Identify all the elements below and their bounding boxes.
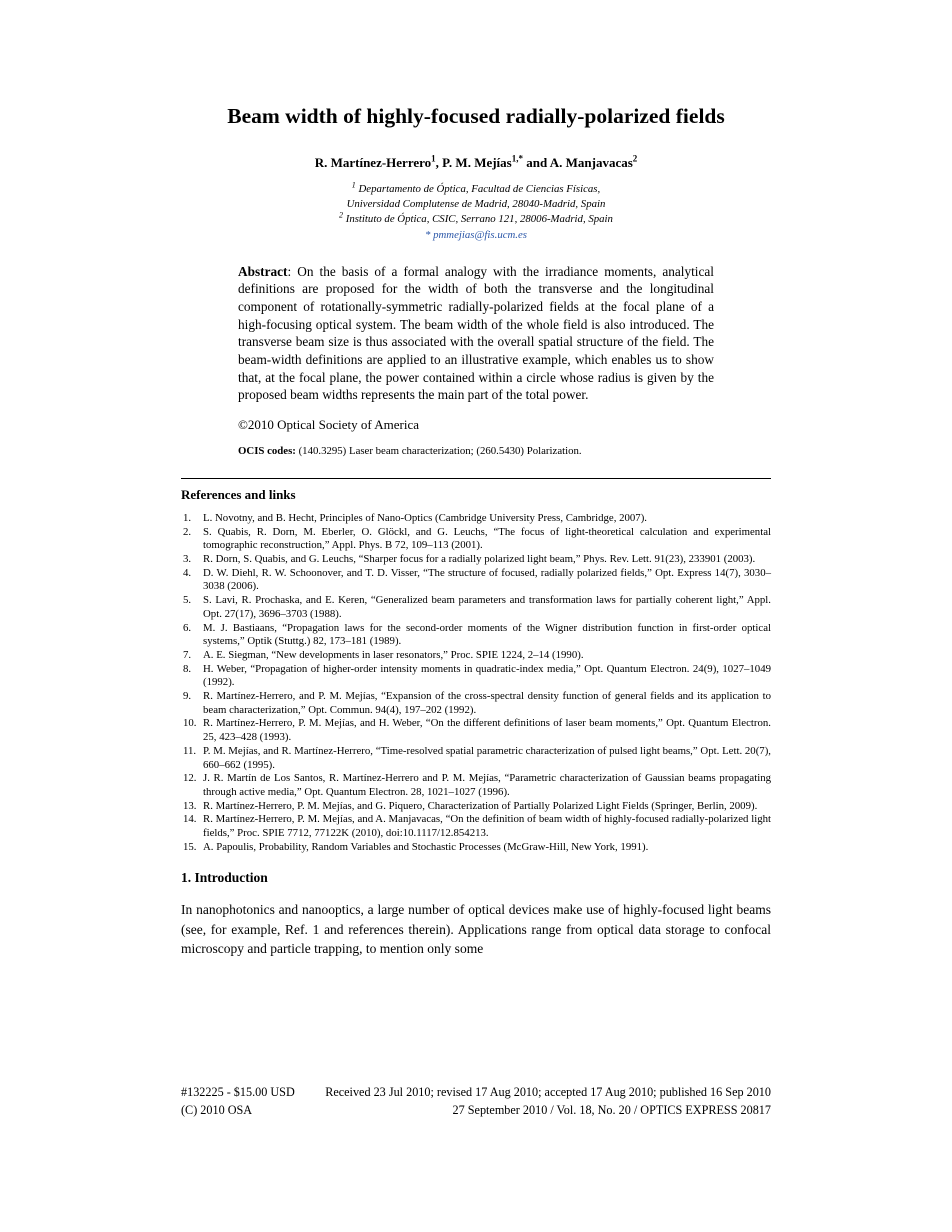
section-divider [181,478,771,479]
reference-number: 13. [183,799,197,812]
reference-text: S. Lavi, R. Prochaska, and E. Keren, “Generalized beam parameters and transformation laws for partially coherent light,” Appl. Opt. 27(17), 3696–3703 (1988). [203,594,771,620]
reference-number: 14. [183,813,197,826]
abstract-paragraph [238,263,714,404]
reference-item [181,800,771,814]
author-affiliation-mark: 2 [632,153,638,164]
reference-item [181,512,771,526]
reference-text: H. Weber, “Propagation of higher-order intensity moments in quadratic-index media,” Opt. Quantum Electron. 24(9), 1027–1049 (1992). [203,662,771,689]
reference-number: 5. [183,594,192,607]
footer-row-journal [181,1102,771,1120]
reference-text: R. Dorn, S. Quabis, and G. Leuchs, “Sharper focus for a radially polarized light beam,” Phys. Rev. Lett. 91(23), 233901 (2003). [203,552,756,565]
reference-text: J. R. Martín de Los Santos, R. Martínez-Herrero and P. M. Mejías, “Parametric characterization of Gaussian beams propagating through active media,” Opt. Quantum Electron. 28, 1021–1027 (1996). [203,772,771,798]
reference-number: 2. [183,525,192,538]
reference-item [181,553,771,567]
abstract-text: : On the basis of a formal analogy with the irradiance moments, analytical definitions are proposed for the width of both the transverse and the longitudinal component of rotationally-symmetric radially-polarized fields at the focal plane of a high-focusing optical system. The beam width of the whole field is also introduced. The transverse beam size is thus associated with the overall spatial structure of the field. The beam-width definitions are applied to an illustrative example, which enables us to show that, at the focal plane, the power contained within a circle whose radius is given by the proposed beam widths represents the main part of the total power. [238,263,714,403]
reference-item [181,841,771,855]
author-name: R. Martínez-Herrero [314,154,432,170]
copyright-line: ©2010 Optical Society of America [238,416,419,432]
reference-number: 15. [183,840,197,853]
reference-number: 8. [183,662,192,675]
abstract-label: Abstract [238,263,288,279]
reference-text: R. Martínez-Herrero, P. M. Mejías, and G. Piquero, Characterization of Partially Polarized Light Fields (Springer, Berlin, 2009). [203,799,758,812]
reference-number: 12. [183,772,197,785]
reference-item [181,622,771,649]
affiliation-line: $^2$ Instituto de Óptica, CSIC, Serrano 121, 28006-Madrid, Spain [339,210,613,226]
reference-text: S. Quabis, R. Dorn, M. Eberler, O. Glöckl, and G. Leuchs, “The focus of light-theoretical calculation and experimental tomographic reconstruction,” Appl. Phys. B 72, 109–113 (2001). [203,525,771,552]
affiliation-line: Universidad Complutense de Madrid, 28040-Madrid, Spain [346,197,606,210]
corresponding-email-line [181,229,771,241]
reference-item [181,594,771,621]
reference-number: 1. [183,511,192,524]
author-name: and A. Manjavacas [522,154,633,170]
reference-text: A. E. Siegman, “New developments in laser resonators,” Proc. SPIE 1224, 2–14 (1990). [203,648,584,661]
reference-text: D. W. Diehl, R. W. Schoonover, and T. D. Visser, “The structure of focused, radially polarized fields,” Opt. Express 14(7), 3030–3038 (2006). [203,566,771,593]
references-list [181,512,771,855]
journal-volume-page: 27 September 2010 / Vol. 18, No. 20 / OPTICS EXPRESS 20817 [452,1102,771,1117]
ocis-label: OCIS codes: [238,444,296,457]
received-dates: Received 23 Jul 2010; revised 17 Aug 2010; accepted 17 Aug 2010; published 16 Sep 2010 [325,1085,771,1099]
paper-content [181,0,771,959]
paper-title: Beam width of highly-focused radially-polarized fields [227,104,725,128]
reference-item [181,567,771,594]
email-link[interactable]: * pmmejias@fis.ucm.es [425,228,527,241]
reference-text: R. Martínez-Herrero, P. M. Mejías, and H. Weber, “On the different definitions of laser beam moments,” Opt. Quantum Electron. 25, 423–428 (1993). [203,717,771,744]
reference-item [181,772,771,799]
reference-number: 3. [183,552,192,565]
reference-item [181,526,771,553]
reference-text: P. M. Mejías, and R. Martínez-Herrero, “Time-resolved spatial parametric characterization of pulsed light beams,” Opt. Lett. 20(7), 660–662 (1995). [203,744,771,771]
manuscript-id: #132225 - $15.00 USD [181,1085,295,1099]
reference-text: R. Martínez-Herrero, P. M. Mejías, and A. Manjavacas, “On the definition of beam width of highly-focused radially-polarized light fields,” Proc. SPIE 7712, 77122K (2010), doi:10.1117/12.854213. [203,813,771,840]
affiliation-line: $^1$ Departamento de Óptica, Facultad de Ciencias Físicas, [351,179,601,195]
ocis-codes-line [238,445,714,457]
introduction-paragraph: In nanophotonics and nanooptics, a large number of optical devices make use of highly-focused light beams (see, for example, Ref. 1 and references therein). Applications range from optical data storage to confocal microscopy and particle trapping, to mention only some [181,902,771,957]
references-heading: References and links [181,486,296,502]
reference-text: L. Novotny, and B. Hecht, Principles of Nano-Optics (Cambridge University Press, Cambridge, 2007). [203,511,647,524]
reference-item [181,690,771,717]
reference-text: M. J. Bastiaans, “Propagation laws for the second-order moments of the Wigner distribution function in first-order optical systems,” Optik (Stuttg.) 82, 173–181 (1989). [203,621,771,648]
reference-item [181,663,771,690]
reference-number: 4. [183,566,192,579]
page-footer [181,1084,771,1119]
ocis-text: (140.3295) Laser beam characterization; (260.5430) Polarization. [295,444,582,457]
reference-item [181,813,771,840]
reference-number: 10. [183,717,197,730]
reference-text: R. Martínez-Herrero, and P. M. Mejías, “Expansion of the cross-spectral density function of general fields and its application to beam characterization,” Opt. Commun. 94(4), 197–202 (1992). [203,690,771,716]
reference-item [181,649,771,663]
reference-item [181,745,771,772]
reference-text: A. Papoulis, Probability, Random Variables and Stochastic Processes (McGraw-Hill, New York, 1991). [203,840,649,853]
footer-row-received [181,1084,771,1102]
copyright-osa: (C) 2010 OSA [181,1102,253,1117]
author-affiliation-mark: 1 [431,153,436,164]
affiliations-block [181,179,771,228]
author-affiliation-mark: 1,* [511,153,523,164]
section-heading-introduction: 1. Introduction [181,870,268,886]
author-name: , P. M. Mejías [435,154,512,170]
reference-number: 7. [183,648,192,661]
reference-number: 11. [183,744,197,757]
reference-number: 9. [183,690,192,703]
affiliation-mark: 2 [339,210,344,220]
reference-item [181,717,771,744]
affiliation-mark: 1 [351,179,356,189]
authors-line [181,155,771,171]
reference-number: 6. [183,621,192,634]
